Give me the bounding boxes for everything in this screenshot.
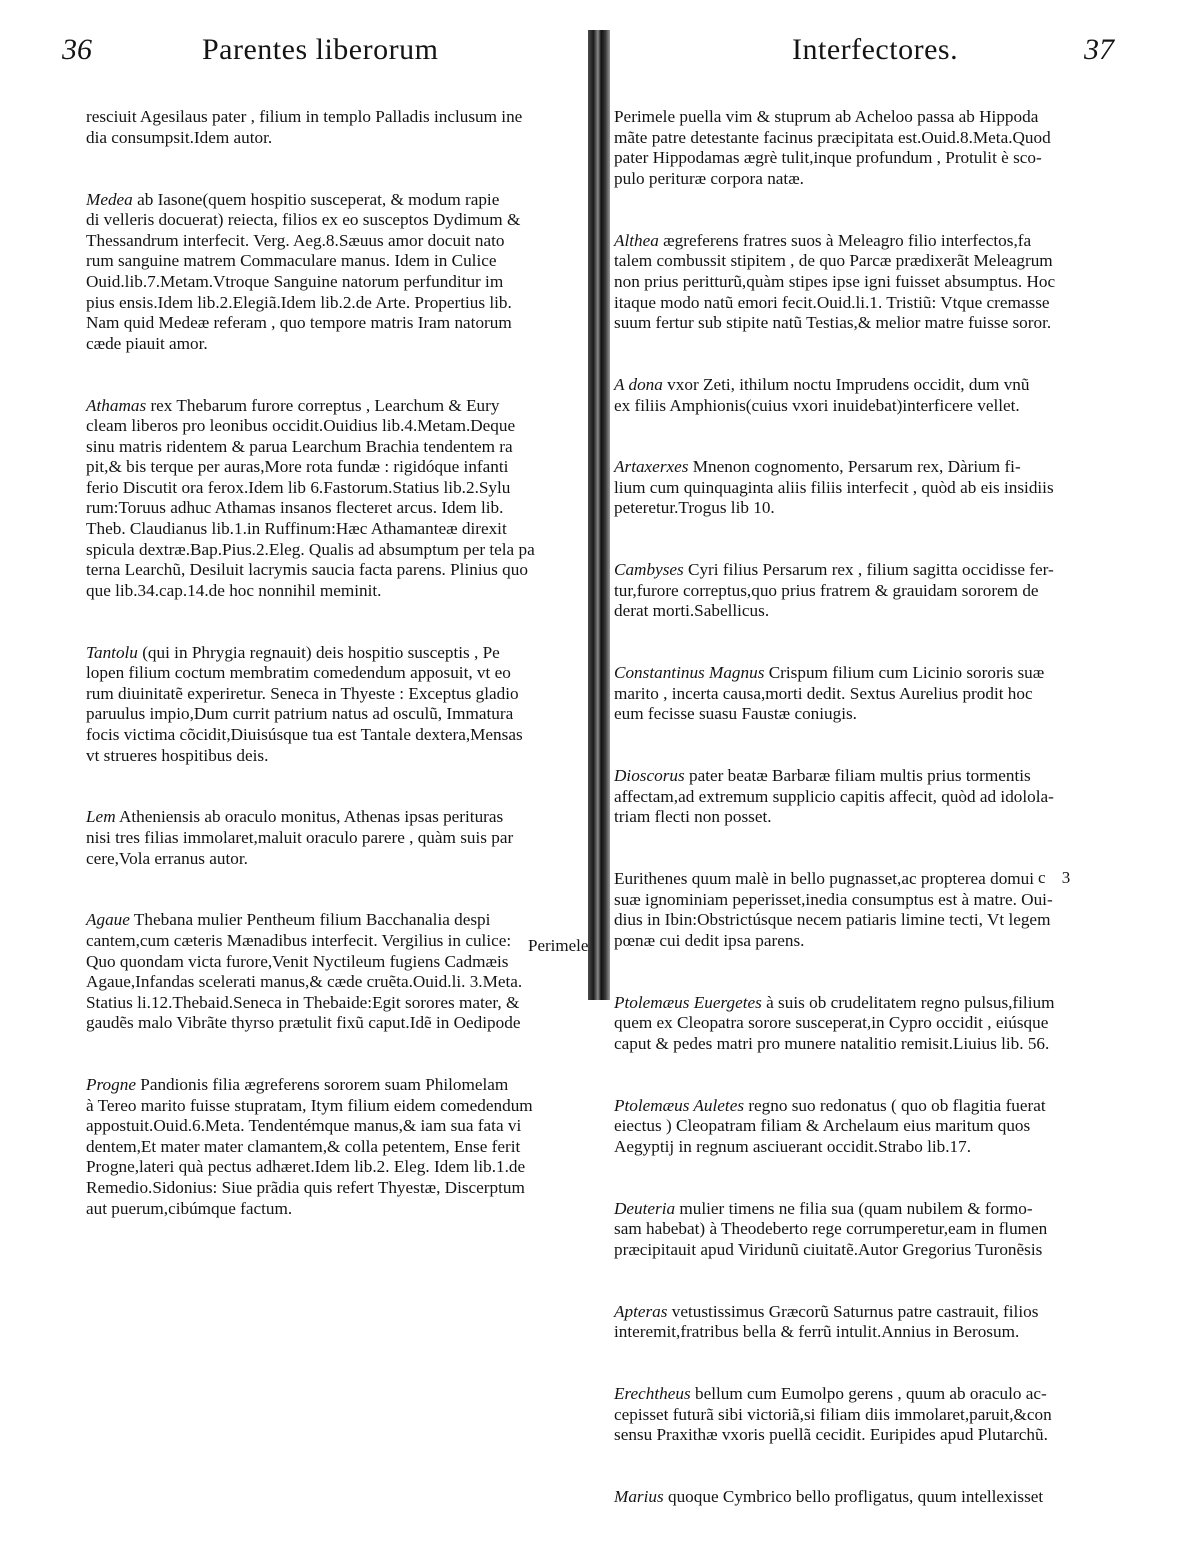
entry-name: Lem [86,807,116,827]
text-entry [86,1075,584,1219]
entry-text: (qui in Phrygia regnauit) deis hospitio susceptis , Pe lopen filium coctum membratim comedendum apposuit, vt eo rum diuinitatẽ experiretur. Seneca in Thyeste : Exceptus gladio paruulus impio,Dum currit patrium natus ad osculũ, Immatura focis victima cõcidit,Diuisúsque tua est Tantale dextera,Mensas vt strueres hospitibus deis. [86,642,523,765]
left-catchword: Perimele [528,936,589,955]
text-entry [86,643,584,767]
left-page-header [62,28,584,72]
entry-text: Thebana mulier Pentheum filium Bacchanalia despi cantem,cum cæteris Mænadibus interfecit. Vergilius in culice: Quo quondam victa furore,Venit Nyctileum fugiens Cadmæis Agaue,Infandas scelerati manus,& cæde cruẽta.Ouid.li. 3.Meta. Statius li.12.Thebaid.Seneca in Thebaide:Egit sorores mater, & gaudẽs malo Vibrãte thyrso prætulit fixũ caput.Idẽ in Oedipode [86,910,523,1033]
entry-name: Ptolemæus Euergetes [614,992,762,1012]
text-entry [86,190,584,355]
entry-text: vetustissimus Græcorũ Saturnus patre castrauit, filios interemit,fratribus bella & ferrũ intulit.Annius in Berosum. [614,1301,1039,1342]
right-page-body [614,66,1134,1549]
entry-name: Althea [614,230,659,250]
entry-text: resciuit Agesilaus pater , filium in templo Palladis inclusum ine dia consumpsit.Idem autor. [86,107,523,147]
entry-text: quoque Cymbrico bello profligatus, quum intellexisset [663,1486,1044,1506]
left-running-title: Parentes liberorum [202,33,439,66]
right-running-title: Interfectores. [792,33,959,66]
entry-name: Agaue [86,910,130,930]
left-page [62,28,589,1218]
entry-text: rex Thebarum furore correptus , Learchum & Eury cleam liberos pro leonibus occidit.Ouidius lib.4.Metam.Deque sinu matris ridentem & parua Learchum Brachia tendentem ra pit,& bis terque per auras,More rota fundæ : rigidóque infanti ferio Discutit ora ferox.Idem lib 6.Fastorum.Statius lib.2.Sylu rum:Toruus adhuc Athamas insanos flecteret arcus. Idem lib. Theb. Claudianus lib.1.in Ruffinum:Hæc Athamanteæ direxit spicula dextræ.Bap.Pius.2.Eleg. Qualis ad absumptum per tela pa terna Learchũ, Desiluit lacrymis saucia facta parens. Plinius quo que lib.34.cap.14.de hoc nonnihil meminit. [86,395,535,600]
text-entry [86,910,584,1034]
text-entry [614,107,1134,189]
entry-text: Eurithenes quum malè in bello pugnasset,ac propterea domui suæ ignominiam peperisset,inedia consumptus est à matre. Oui- dius in Ibin:Obstrictúsque necem patiaris limine tecti, Vt legem pœnæ cui dedit ipsa parens. [614,869,1053,950]
entry-text: Perimele puella vim & stuprum ab Acheloo passa ab Hippoda mãte patre detestante facinus præcipitata est.Ouid.8.Meta.Quod pater Hippodamas ægrè tulit,inque profundum , Protulit è sco- pulo perituræ corpora natæ. [614,107,1051,188]
text-entry [614,766,1134,828]
entry-name: A dona [614,374,663,394]
entry-name: Erechtheus [614,1384,691,1403]
entry-text: vxor Zeti, ithilum noctu Imprudens occidit, dum vnũ ex filiis Amphionis(cuius vxori inuidebat)interficere vellet. [614,374,1030,415]
entry-name: Dioscorus [614,766,685,786]
left-page-body [62,66,584,1260]
text-entry [86,107,584,148]
text-entry [614,1096,1134,1158]
entry-name: Marius [614,1486,664,1506]
text-entry [614,993,1134,1055]
entry-text: pater beatæ Barbaræ filiam multis prius tormentis affectam,ad extremum supplicio capitis affecit, quòd ad idolola- triam flecti non posset. [614,766,1054,827]
text-entry [614,1487,1134,1508]
text-entry [86,396,584,602]
text-entry [614,375,1134,416]
entry-name: Ptolemæus Auletes [614,1095,745,1115]
entry-text: bellum cum Eumolpo gerens , quum ab oraculo ac- cepisset futurã sibi victoriã,si filiam diis immolaret,paruit,&con sensu Praxithæ vxoris puellã cecidit. Euripides apud Plutarchũ. [614,1384,1052,1445]
text-entry [614,1302,1134,1343]
right-page [614,28,1134,1506]
entry-name: Deuteria [614,1198,676,1218]
book-gutter [588,30,610,1000]
right-page-header [614,28,1134,72]
entry-text: ægreferens fratres suos à Meleagro filio interfectos,fa talem combussit stipitem , de quo Parcæ prædixerãt Meleagrum non prius peritturũ,quàm stipes ipse igni fuisset absumptus. Hoc itaque modo natũ emori fecit.Ouid.li.1. Tristiũ: Vtque cremasse suum fertur sub stipite natũ Testias,& melior matre fuisse soror. [614,230,1056,333]
text-entry [614,231,1134,334]
entry-name: Athamas [86,395,147,415]
entry-text: Mnenon cognomento, Persarum rex, Dàrium fi- lium cum quinquaginta aliis filiis interfecit , quòd ab eis insidiis peteretur.Trogus lib 10. [614,457,1054,518]
text-entry [86,807,584,869]
text-entry [614,1384,1134,1446]
entry-text: Pandionis filia ægreferens sororem suam Philomelam à Tereo marito fuisse stupratam, Itym filium eidem comedendum appostuit.Ouid.6.Meta. Tendentémque manus,& iam sua fata vi dentem,Et mater mater clamantem,& colla petentem, Ense ferit Progne,lateri quà pectus adhæret.Idem lib.2. Eleg. Idem lib.1.de Remedio.Sidonius: Siue prãdia quis refert Thyestæ, Discerptum aut puerum,cibúmque factum. [86,1075,533,1218]
entry-name: Medea [86,189,133,209]
entry-name: Tantolu [86,642,138,662]
entry-name: Apteras [614,1301,668,1321]
entry-text: à suis ob crudelitatem regno pulsus,filium quem ex Cleopatra sorore susceperat,in Cypro occidit , eiúsque caput & pedes matri pro munere natalitio remisit.Liuius lib. 56. [614,992,1055,1053]
text-entry [614,457,1134,519]
entry-name: Cambyses [614,560,684,580]
text-entry [614,1199,1134,1261]
entry-text: ab Iasone(quem hospitio susceperat, & modum rapie di velleris docuerat) reiecta, filios ex eo susceptos Dydimum & Thessandrum interfecit. Verg. Aeg.8.Sæuus amor docuit nato rum sanguine matrem Commaculare manus. Idem in Culice Ouid.lib.7.Metam.Vtroque Sanguine natorum perfunditur im pius ensis.Idem lib.2.Elegiã.Idem lib.2.de Arte. Propertius lib. Nam quid Medeæ referam , quo tempore matris Iram natorum cæde piauit amor. [86,189,521,353]
entry-name: Constantinus Magnus [614,663,765,683]
right-page-number: 37 [1084,33,1114,66]
entry-name: Progne [86,1075,136,1095]
entry-text: Cyri filius Persarum rex , filium sagitta occidisse fer- tur,furore correptus,quo prius fratrem & grauidam sororem de derat morti.Sabellicus. [614,560,1054,621]
entry-text: Crispum filium cum Licinio sororis suæ marito , incerta causa,morti dedit. Sextus Aurelius prodit hoc eum fecisse suasu Faustæ coniugis. [614,663,1045,724]
entry-text: Atheniensis ab oraculo monitus, Athenas ipsas perituras nisi tres filias immolaret,maluit oraculo parere , quàm suis par cere,Vola erranus autor. [86,807,514,868]
text-entry [614,663,1134,725]
right-signature-mark: c 3 [1038,868,1077,887]
entry-name: Artaxerxes [614,457,689,477]
left-page-number: 36 [62,33,92,66]
entry-text: mulier timens ne filia sua (quam nubilem & formo- sam habebat) à Theodeberto rege corrumperetur,eam in flumen præcipitauit apud Viridunũ ciuitatẽ.Autor Gregorius Turonẽsis [614,1198,1048,1259]
entry-text: regno suo redonatus ( quo ob flagitia fuerat eiectus ) Cleopatram filiam & Archelaum eius maritum quos Aegyptij in regnum asciuerant occidit.Strabo lib.17. [614,1095,1046,1156]
text-entry [614,560,1134,622]
